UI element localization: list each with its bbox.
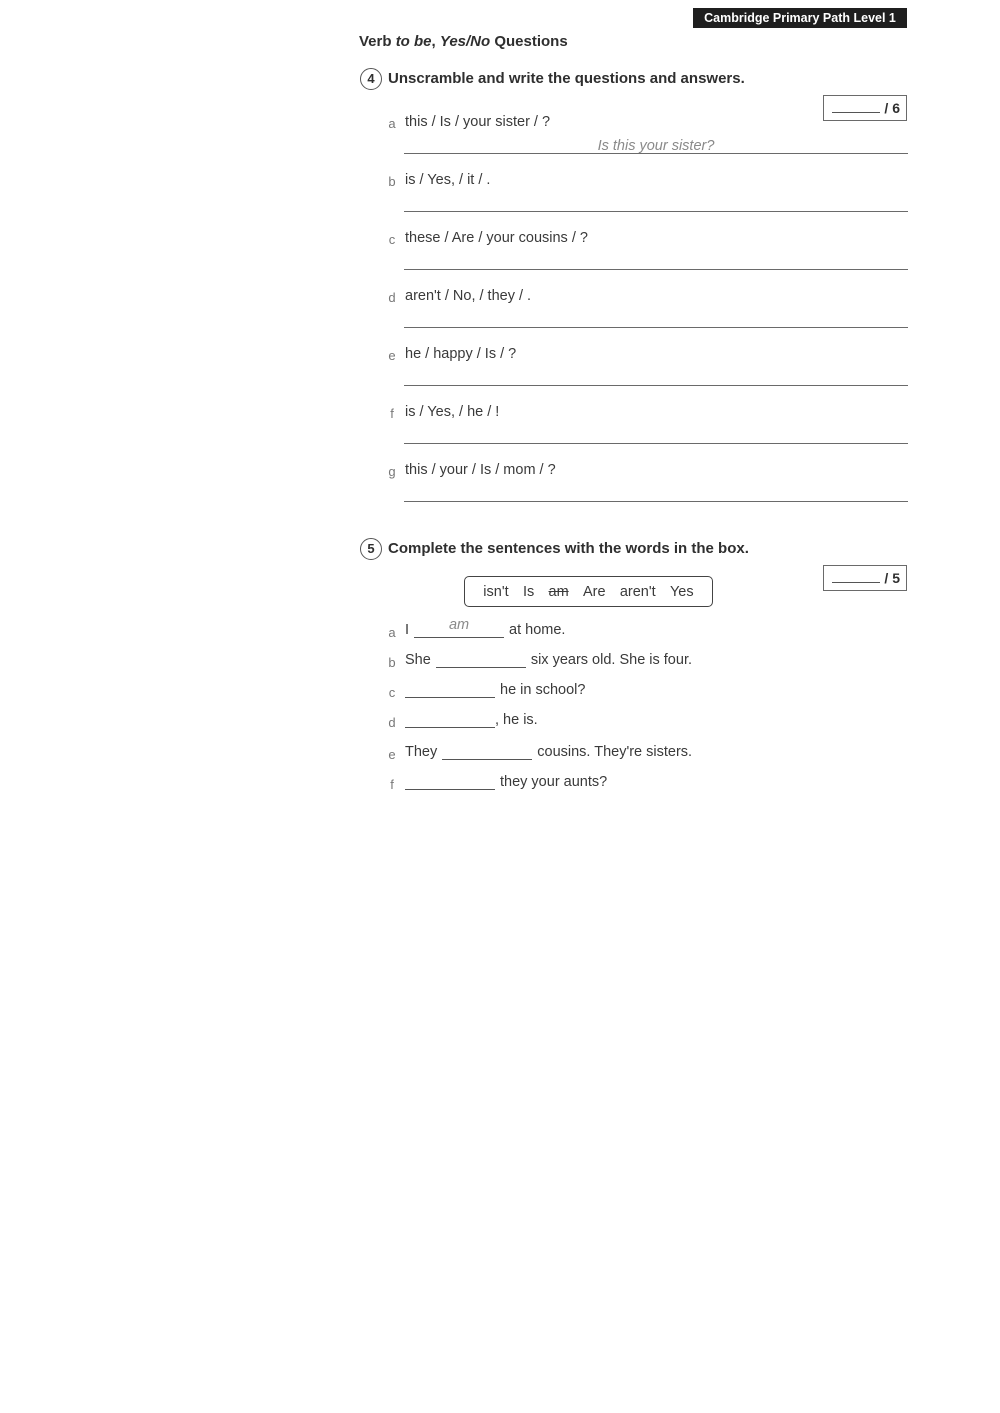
word-box [464,576,713,607]
answer-line[interactable] [404,385,908,386]
exercise-4-title: Unscramble and write the questions and answers. [388,70,745,87]
sentence-start: I [405,622,410,638]
word-box-word: Yes [669,583,694,600]
item-letter: g [388,464,396,479]
scrambled-prompt: he / happy / Is / ? [405,346,517,362]
example-answer: Is this your sister? [597,138,715,154]
item-letter: c [388,685,396,700]
sentence [405,652,692,668]
subtitle-text-1: Verb [359,33,396,50]
blank-field[interactable] [405,713,495,728]
subtitle-italic-1: to be [395,33,432,50]
sentence [405,774,607,790]
sentence-end: he in school? [500,682,586,698]
sentence-start: They [405,744,438,760]
word-box-word: Is [522,583,535,600]
subtitle-text-2: , [431,33,440,50]
scrambled-prompt: these / Are / your cousins / ? [405,230,588,246]
item-letter: d [388,715,396,730]
item-letter: a [388,625,396,640]
sentence [405,617,566,638]
item-letter: b [388,655,396,670]
item-letter: a [388,116,396,131]
sentence-end: six years old. She is four. [530,652,692,668]
item-letter: f [390,777,394,792]
word-box-word: Are [582,583,606,600]
word-box-word: isn't [483,583,509,600]
exercise-5-score-box [823,565,907,591]
blank-field[interactable] [414,617,504,638]
item-letter: f [390,406,394,421]
blank-field[interactable] [405,775,495,790]
exercise-5-number-badge: 5 [360,538,382,560]
item-letter: d [388,290,396,305]
score-blank [832,112,880,113]
sentence-end: , he is. [495,712,538,728]
item-letter: e [388,747,396,762]
item-letter: e [388,348,396,363]
answer-line[interactable] [404,327,908,328]
answer-line[interactable] [404,269,908,270]
answer-line[interactable] [404,501,908,502]
subtitle-text-3: Questions [490,33,568,50]
exercise-4-number-badge: 4 [360,68,382,90]
sentence-start: She [405,652,431,668]
scrambled-prompt: is / Yes, / he / ! [405,404,500,420]
sentence [405,682,585,698]
exercise-4-score-box [823,95,907,121]
blank-field[interactable] [436,653,526,668]
answer-line[interactable] [404,211,908,212]
item-letter: c [388,232,396,247]
sentence-end: cousins. They're sisters. [537,744,693,760]
sentence [405,744,692,760]
sentence-end: they your aunts? [500,774,608,790]
sentence-end: at home. [509,622,566,638]
sentence [405,712,538,728]
exercise-5-title: Complete the sentences with the words in the box. [388,540,749,557]
section-subtitle [359,33,568,50]
blank-field[interactable] [442,745,532,760]
scrambled-prompt: this / your / Is / mom / ? [405,462,556,478]
example-fill: am [448,617,470,633]
word-box-word: am [548,583,569,600]
item-letter: b [388,174,396,189]
series-banner: Cambridge Primary Path Level 1 [693,8,907,28]
answer-line[interactable] [404,443,908,444]
scrambled-prompt: aren't / No, / they / . [405,288,532,304]
blank-field[interactable] [405,683,495,698]
subtitle-italic-2: Yes/No [439,33,491,50]
scrambled-prompt: is / Yes, / it / . [405,172,491,188]
scrambled-prompt: this / Is / your sister / ? [405,114,551,130]
word-box-word: aren't [619,583,656,600]
exercise-4-score-total: / 6 [884,100,900,116]
score-blank [832,582,880,583]
exercise-5-score-total: / 5 [884,570,900,586]
